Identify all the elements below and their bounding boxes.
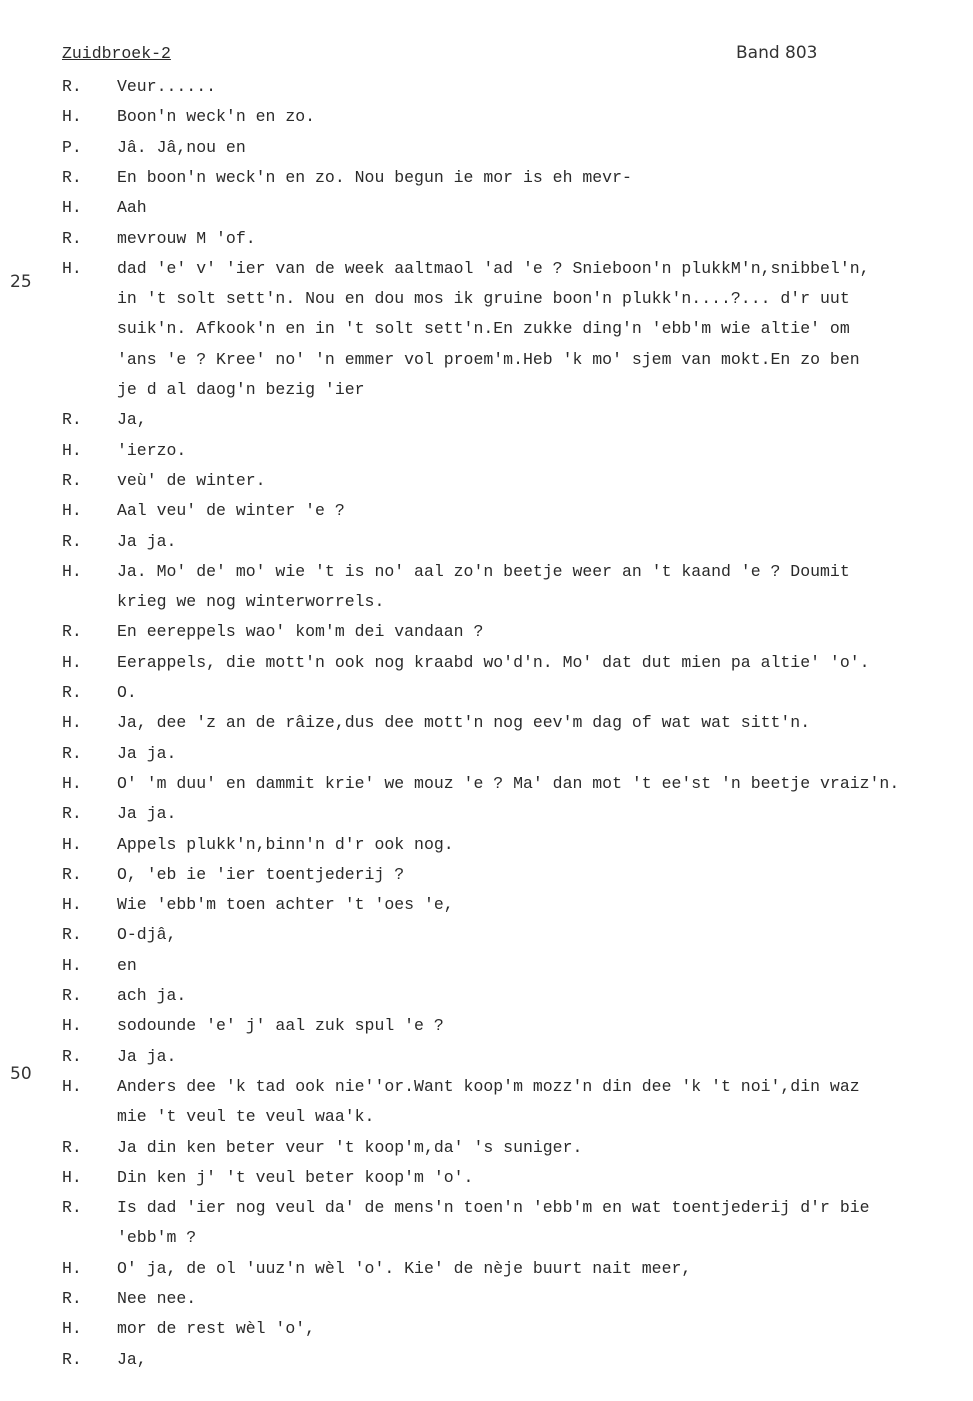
utterance-text: Aah	[117, 198, 147, 218]
utterance-text: O.	[117, 683, 137, 702]
utterance-text: Boon'n weck'n en zo.	[117, 107, 316, 127]
utterance-text: mevrouw M 'of.	[117, 228, 256, 248]
utterance-text: Aal veu' de winter 'e ?	[117, 501, 345, 521]
speaker-label: H.	[62, 107, 82, 127]
utterance-text: suik'n. Afkook'n en in 't solt sett'n.En zukke ding'n 'ebb'm wie altie' om	[117, 319, 850, 339]
utterance-text: Nee nee.	[117, 1289, 197, 1308]
speaker-label: H.	[62, 258, 82, 278]
utterance-text: Ja din ken beter veur 't koop'm,da' 's suniger.	[117, 1137, 583, 1157]
speaker-label: H.	[62, 1258, 82, 1278]
speaker-label: R.	[62, 804, 82, 824]
utterance-text: Appels plukk'n,binn'n d'r ook nog.	[117, 834, 454, 854]
speaker-label: H.	[62, 1076, 82, 1096]
speaker-label: R.	[62, 531, 82, 551]
margin-line-number: 50	[10, 1064, 32, 1084]
utterance-text: Ja ja.	[117, 1046, 177, 1066]
speaker-label: R.	[62, 925, 82, 945]
utterance-text: Ja ja.	[117, 804, 177, 824]
utterance-text: mie 't veul te veul waa'k.	[117, 1107, 375, 1127]
speaker-label: R.	[62, 1137, 82, 1157]
speaker-label: H.	[62, 713, 82, 733]
speaker-label: R.	[62, 1349, 82, 1369]
speaker-label: R.	[62, 1289, 82, 1308]
utterance-text: Eerappels, die mott'n ook nog kraabd wo'd'n. Mo' dat dut mien pa altie' 'o'.	[117, 652, 870, 672]
speaker-label: H.	[62, 895, 82, 915]
utterance-text: in 't solt sett'n. Nou en dou mos ik gruine boon'n plukk'n....?... d'r uut	[117, 289, 850, 309]
utterance-text: Ja ja.	[117, 531, 177, 551]
utterance-text: O' ja, de ol 'uuz'n wèl 'o'. Kie' de nèje buurt nait meer,	[117, 1258, 692, 1278]
utterance-text: Is dad 'ier nog veul da' de mens'n toen'n 'ebb'm en wat toentjederij d'r bie	[117, 1198, 870, 1218]
utterance-text: Ja. Mo' de' mo' wie 't is no' aal zo'n beetje weer an 't kaand 'e ? Doumit	[117, 561, 850, 581]
speaker-label: H.	[62, 652, 82, 672]
utterance-text: veù' de winter.	[117, 470, 266, 490]
utterance-text: Veur......	[117, 77, 217, 96]
utterance-text: mor de rest wèl 'o',	[117, 1319, 316, 1339]
speaker-label: H.	[62, 440, 82, 460]
speaker-label: H.	[62, 834, 82, 854]
utterance-text: En boon'n weck'n en zo. Nou begun ie mor is eh mevr-	[117, 167, 632, 187]
utterance-text: 'ebb'm ?	[117, 1228, 197, 1248]
speaker-label: R.	[62, 228, 82, 248]
tape-number: Band 803	[736, 43, 818, 63]
speaker-label: R.	[62, 864, 82, 884]
speaker-label: R.	[62, 622, 82, 642]
speaker-label: H.	[62, 501, 82, 521]
speaker-label: H.	[62, 561, 82, 581]
speaker-label: H.	[62, 1016, 82, 1036]
speaker-label: H.	[62, 1319, 82, 1339]
document-title: Zuidbroek-2	[62, 44, 171, 63]
speaker-label: R.	[62, 683, 82, 702]
margin-line-number: 25	[10, 272, 32, 292]
utterance-text: dad 'e' v' 'ier van de week aaltmaol 'ad 'e ? Snieboon'n plukkM'n,snibbel'n,	[117, 258, 870, 278]
utterance-text: en	[117, 955, 137, 975]
speaker-label: R.	[62, 410, 82, 430]
utterance-text: Din ken j' 't veul beter koop'm 'o'.	[117, 1167, 474, 1187]
speaker-label: H.	[62, 773, 82, 793]
utterance-text: O' 'm duu' en dammit krie' we mouz 'e ? Ma' dan mot 't ee'st 'n beetje vraiz'n.	[117, 773, 900, 793]
utterance-text: sodounde 'e' j' aal zuk spul 'e ?	[117, 1016, 444, 1036]
utterance-text: En eereppels wao' kom'm dei vandaan ?	[117, 622, 484, 642]
utterance-text: Ja,	[117, 1349, 147, 1369]
speaker-label: R.	[62, 1198, 82, 1218]
utterance-text: je d al daog'n bezig 'ier	[117, 380, 365, 399]
speaker-label: H.	[62, 198, 82, 218]
utterance-text: 'ierzo.	[117, 440, 187, 460]
speaker-label: H.	[62, 955, 82, 975]
utterance-text: Wie 'ebb'm toen achter 't 'oes 'e,	[117, 895, 454, 915]
utterance-text: Ja, dee 'z an de râize,dus dee mott'n nog eev'm dag of wat wat sitt'n.	[117, 713, 811, 733]
utterance-text: 'ans 'e ? Kree' no' 'n emmer vol proem'm.Heb 'k mo' sjem van mokt.En zo ben	[117, 349, 860, 369]
speaker-label: P.	[62, 137, 82, 157]
utterance-text: O, 'eb ie 'ier toentjederij ?	[117, 864, 405, 884]
speaker-label: R.	[62, 470, 82, 490]
utterance-text: Ja ja.	[117, 743, 177, 763]
speaker-label: R.	[62, 167, 82, 187]
utterance-text: Jâ. Jâ,nou en	[117, 137, 246, 157]
utterance-text: O-djâ,	[117, 925, 177, 945]
utterance-text: Anders dee 'k tad ook nie''or.Want koop'm mozz'n din dee 'k 't noi',din waz	[117, 1076, 860, 1096]
utterance-text: ach ja.	[117, 986, 187, 1005]
speaker-label: R.	[62, 743, 82, 763]
speaker-label: R.	[62, 77, 82, 96]
speaker-label: H.	[62, 1167, 82, 1187]
speaker-label: R.	[62, 1046, 82, 1066]
utterance-text: Ja,	[117, 410, 147, 430]
utterance-text: krieg we nog winterworrels.	[117, 592, 385, 612]
speaker-label: R.	[62, 986, 82, 1005]
